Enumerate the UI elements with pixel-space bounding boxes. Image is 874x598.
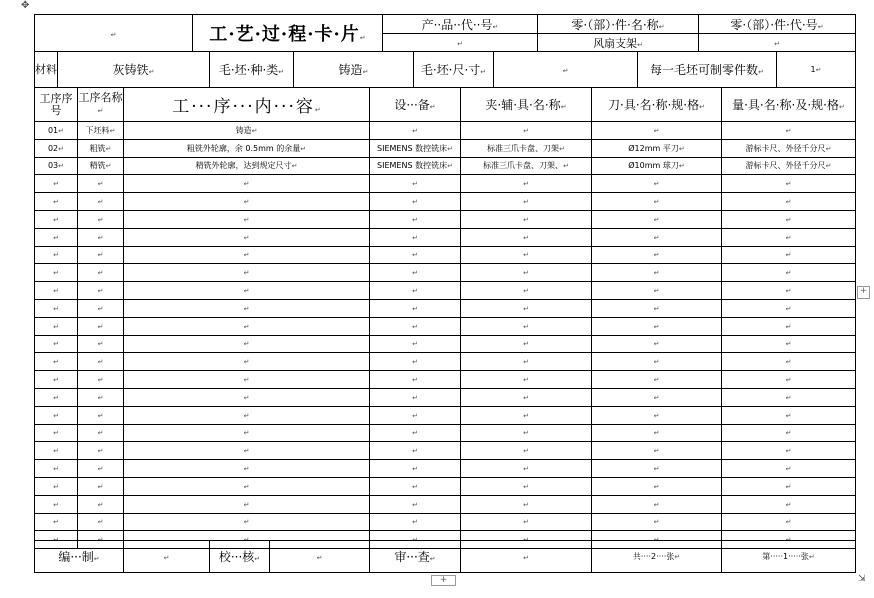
process-cell-name[interactable]: ↵ <box>78 228 124 246</box>
process-cell-name[interactable]: ↵ <box>78 282 124 300</box>
process-cell-name[interactable]: ↵ <box>78 246 124 264</box>
process-cell-cutter[interactable]: ↵ <box>592 193 722 211</box>
process-cell-content[interactable]: ↵ <box>124 388 370 406</box>
process-cell-equipment[interactable]: ↵ <box>370 246 461 264</box>
process-cell-name[interactable]: ↵ <box>78 193 124 211</box>
process-cell-gauge[interactable]: ↵ <box>722 371 856 389</box>
blank-type-value[interactable]: 铸造↵ <box>294 52 414 88</box>
process-row <box>35 264 856 282</box>
process-cell-gauge[interactable]: ↵ <box>722 531 856 549</box>
compile-label: 编···制↵ <box>35 541 124 573</box>
process-row <box>35 246 856 264</box>
process-cell-content[interactable]: ↵ <box>124 335 370 353</box>
process-cell-content[interactable]: ↵ <box>124 282 370 300</box>
process-gauge-text: 游标卡尺、外径千分尺 <box>745 161 826 171</box>
process-cell-name[interactable]: ↵ <box>78 388 124 406</box>
process-cell-content[interactable]: ↵ <box>124 210 370 228</box>
process-row <box>35 210 856 228</box>
process-cell-seq[interactable]: ↵ <box>35 299 78 317</box>
process-cell-content[interactable]: ↵ <box>124 495 370 513</box>
process-row <box>35 495 856 513</box>
process-cell-fixture[interactable]: ↵ <box>461 477 592 495</box>
process-cell-gauge[interactable]: ↵ <box>722 246 856 264</box>
process-cell-equipment[interactable]: ↵ <box>370 193 461 211</box>
process-cell-gauge[interactable]: ↵ <box>722 175 856 193</box>
footer-table <box>34 540 856 573</box>
process-row <box>35 513 856 531</box>
process-cell-content[interactable]: ↵ <box>124 531 370 549</box>
process-cell-fixture[interactable]: ↵ <box>461 531 592 549</box>
process-cell-fixture[interactable]: ↵ <box>461 353 592 371</box>
product-code-value[interactable]: ↵ <box>383 34 538 52</box>
process-cell-equipment[interactable]: ↵ <box>370 495 461 513</box>
review-value[interactable]: ↵ <box>461 541 592 573</box>
process-cell-seq[interactable]: ↵ <box>35 442 78 460</box>
process-cell-seq[interactable]: ↵ <box>35 531 78 549</box>
part-name-label: 零·（部）·件·名·称↵ <box>538 15 699 34</box>
process-cell-gauge[interactable]: ↵ <box>722 353 856 371</box>
process-cell-seq[interactable]: ↵ <box>35 460 78 478</box>
process-cell-cutter[interactable]: ↵ <box>592 317 722 335</box>
process-row <box>35 175 856 193</box>
review-label: 审···查↵ <box>370 541 461 573</box>
process-cell-content[interactable]: ↵ <box>124 460 370 478</box>
process-cell-equipment[interactable]: ↵ <box>370 513 461 531</box>
process-cell-cutter[interactable]: ↵ <box>592 175 722 193</box>
process-cell-gauge[interactable]: ↵ <box>722 442 856 460</box>
process-cell-seq[interactable]: ↵ <box>35 353 78 371</box>
process-cell-gauge[interactable]: ↵ <box>722 335 856 353</box>
process-cell-equipment[interactable]: ↵ <box>370 442 461 460</box>
process-cell-fixture[interactable]: ↵ <box>461 299 592 317</box>
process-row <box>35 371 856 389</box>
process-seq-text: 02 <box>47 143 59 153</box>
process-cell-content[interactable]: 铸造↵ <box>124 122 370 140</box>
process-cell-cutter[interactable]: Ø12mm 平刀↵ <box>592 139 722 157</box>
process-cell-fixture[interactable]: ↵ <box>461 388 592 406</box>
process-cell-equipment[interactable]: ↵ <box>370 317 461 335</box>
process-cell-name[interactable]: ↵ <box>78 317 124 335</box>
process-cell-content[interactable]: ↵ <box>124 371 370 389</box>
process-cell-gauge[interactable]: ↵ <box>722 460 856 478</box>
add-row-button[interactable]: + <box>431 575 456 586</box>
process-cell-gauge[interactable]: ↵ <box>722 513 856 531</box>
part-name-value[interactable]: 风扇支架↵ <box>538 34 699 52</box>
process-cell-fixture[interactable]: 标准三爪卡盘、刀架、↵ <box>461 157 592 175</box>
process-seq-text: 03 <box>47 161 59 171</box>
process-cell-seq[interactable]: ↵ <box>35 317 78 335</box>
material-value[interactable]: 灰铸铁↵ <box>58 52 210 88</box>
process-cell-cutter[interactable]: ↵ <box>592 282 722 300</box>
process-cell-seq[interactable]: ↵ <box>35 335 78 353</box>
parts-per-blank-label: 每一毛坯可制零件数↵ <box>638 52 777 88</box>
process-cell-seq[interactable]: ↵ <box>35 228 78 246</box>
process-row <box>35 299 856 317</box>
process-cell-content[interactable]: ↵ <box>124 264 370 282</box>
process-cell-name[interactable]: ↵ <box>78 210 124 228</box>
blank-size-label: 毛·坯·尺·寸↵ <box>414 52 494 88</box>
process-name-text: 粗铣 <box>89 143 106 153</box>
process-cell-fixture[interactable]: ↵ <box>461 193 592 211</box>
process-cell-gauge[interactable]: ↵ <box>722 299 856 317</box>
col-header-seq: 工序序号 <box>35 88 78 122</box>
process-name-text: 下坯料 <box>85 125 110 135</box>
material-label: 材料 <box>35 52 58 88</box>
process-row <box>35 335 856 353</box>
process-cell-content[interactable]: 粗铣外轮廓，余 0.5mm 的余量↵ <box>124 139 370 157</box>
process-cell-seq[interactable]: 02↵ <box>35 139 78 157</box>
process-cell-fixture[interactable]: ↵ <box>461 210 592 228</box>
col-header-cutter: 刀·具·名·称·规·格↵ <box>592 88 722 122</box>
process-cell-cutter[interactable]: ↵ <box>592 264 722 282</box>
process-cell-content[interactable]: ↵ <box>124 228 370 246</box>
process-cell-cutter[interactable]: ↵ <box>592 513 722 531</box>
col-header-fixture: 夹·辅·具·名·称↵ <box>461 88 592 122</box>
process-row <box>35 139 856 157</box>
process-cell-cutter[interactable]: ↵ <box>592 210 722 228</box>
process-equipment-text: SIEMENS 数控铣床 <box>377 143 448 153</box>
process-cell-cutter[interactable]: ↵ <box>592 299 722 317</box>
process-cell-fixture[interactable]: ↵ <box>461 264 592 282</box>
card-title: 工·艺·过·程·卡·片↵ <box>193 15 383 52</box>
process-cell-name[interactable]: ↵ <box>78 371 124 389</box>
header-blank-cell[interactable]: ↵ <box>35 15 193 52</box>
process-seq-text: 01 <box>47 125 59 135</box>
total-pages: 共····2····张↵ <box>592 541 722 573</box>
process-cell-fixture[interactable]: ↵ <box>461 442 592 460</box>
process-cell-equipment[interactable]: ↵ <box>370 282 461 300</box>
process-name-text: 精铣 <box>89 161 106 171</box>
process-row <box>35 353 856 371</box>
col-header-equipment: 设···备↵ <box>370 88 461 122</box>
process-cell-seq[interactable]: ↵ <box>35 193 78 211</box>
process-cell-cutter[interactable]: ↵ <box>592 246 722 264</box>
process-equipment-text: SIEMENS 数控铣床 <box>377 161 448 171</box>
process-cell-equipment[interactable]: ↵ <box>370 388 461 406</box>
process-cell-cutter[interactable]: ↵ <box>592 460 722 478</box>
process-cell-equipment[interactable]: ↵ <box>370 531 461 549</box>
col-header-name: 工序名称↵ <box>78 88 124 122</box>
process-row <box>35 157 856 175</box>
process-cell-seq[interactable]: 01↵ <box>35 122 78 140</box>
process-cell-seq[interactable]: ↵ <box>35 513 78 531</box>
process-cell-gauge[interactable]: ↵ <box>722 477 856 495</box>
process-cell-seq[interactable]: ↵ <box>35 175 78 193</box>
process-cell-equipment[interactable]: ↵ <box>370 228 461 246</box>
process-cell-name[interactable]: ↵ <box>78 353 124 371</box>
process-cell-content[interactable]: ↵ <box>124 513 370 531</box>
blank-size-value[interactable]: ↵ <box>494 52 638 88</box>
process-row <box>35 228 856 246</box>
process-cell-fixture[interactable]: ↵ <box>461 513 592 531</box>
process-content-text: 铸造 <box>235 125 252 135</box>
part-code-value[interactable]: ↵ <box>699 34 856 52</box>
process-cell-fixture[interactable]: ↵ <box>461 460 592 478</box>
process-cell-name[interactable]: 精铣↵ <box>78 157 124 175</box>
process-row <box>35 388 856 406</box>
process-cell-equipment[interactable]: ↵ <box>370 122 461 140</box>
process-cell-name[interactable]: ↵ <box>78 495 124 513</box>
process-cell-content[interactable]: ↵ <box>124 317 370 335</box>
process-cell-fixture[interactable]: ↵ <box>461 335 592 353</box>
process-cell-gauge[interactable]: 游标卡尺、外径千分尺↵ <box>722 139 856 157</box>
process-cell-seq[interactable]: ↵ <box>35 282 78 300</box>
process-cell-seq[interactable]: ↵ <box>35 264 78 282</box>
process-cell-gauge[interactable]: ↵ <box>722 495 856 513</box>
process-cell-name[interactable]: ↵ <box>78 406 124 424</box>
check-label: 校···核↵ <box>210 541 270 573</box>
process-cell-cutter[interactable]: ↵ <box>592 228 722 246</box>
process-cell-seq[interactable]: ↵ <box>35 406 78 424</box>
process-cell-content[interactable]: 精铣外轮廓，达到规定尺寸↵ <box>124 157 370 175</box>
part-code-label: 零·（部）·件·代·号↵ <box>699 15 856 34</box>
process-cell-content[interactable]: ↵ <box>124 406 370 424</box>
process-cutter-text: Ø12mm 平刀 <box>628 143 679 153</box>
process-cell-name[interactable]: ↵ <box>78 335 124 353</box>
process-cell-name[interactable]: ↵ <box>78 531 124 549</box>
process-cell-seq[interactable]: ↵ <box>35 495 78 513</box>
process-cell-name[interactable]: ↵ <box>78 175 124 193</box>
process-cell-fixture[interactable]: ↵ <box>461 317 592 335</box>
process-cell-name[interactable]: 下坯料↵ <box>78 122 124 140</box>
process-content-text: 精铣外轮廓，达到规定尺寸 <box>195 161 292 171</box>
process-cutter-text: Ø10mm 球刀 <box>628 161 679 171</box>
add-column-button[interactable]: + <box>857 286 870 299</box>
process-cell-name[interactable]: 粗铣↵ <box>78 139 124 157</box>
process-cell-equipment[interactable]: ↵ <box>370 175 461 193</box>
process-cell-cutter[interactable]: ↵ <box>592 495 722 513</box>
col-header-content: 工···序···内···容↵ <box>124 88 370 122</box>
process-cell-gauge[interactable]: ↵ <box>722 282 856 300</box>
process-cell-equipment[interactable]: SIEMENS 数控铣床↵ <box>370 157 461 175</box>
process-cell-name[interactable]: ↵ <box>78 442 124 460</box>
process-cell-content[interactable]: ↵ <box>124 193 370 211</box>
process-cell-fixture[interactable]: ↵ <box>461 175 592 193</box>
process-row <box>35 122 856 140</box>
material-table <box>34 51 856 88</box>
process-cell-cutter[interactable]: ↵ <box>592 353 722 371</box>
process-cell-fixture[interactable]: ↵ <box>461 122 592 140</box>
process-cell-content[interactable]: ↵ <box>124 299 370 317</box>
process-gauge-text: 游标卡尺、外径千分尺 <box>745 143 826 153</box>
process-cell-fixture[interactable]: ↵ <box>461 228 592 246</box>
process-cell-equipment[interactable]: ↵ <box>370 335 461 353</box>
process-cell-content[interactable]: ↵ <box>124 353 370 371</box>
process-cell-gauge[interactable]: 游标卡尺、外径千分尺↵ <box>722 157 856 175</box>
process-cell-name[interactable]: ↵ <box>78 299 124 317</box>
process-cell-seq[interactable]: ↵ <box>35 371 78 389</box>
table-resize-handle-icon[interactable]: ⇲ <box>858 574 866 584</box>
process-row <box>35 424 856 442</box>
process-cell-name[interactable]: ↵ <box>78 513 124 531</box>
process-cell-gauge[interactable]: ↵ <box>722 406 856 424</box>
process-cell-content[interactable]: ↵ <box>124 175 370 193</box>
page-number: 第·····1·····张↵ <box>722 541 856 573</box>
process-cell-gauge[interactable]: ↵ <box>722 193 856 211</box>
check-value[interactable]: ↵ <box>270 541 370 573</box>
process-cell-equipment[interactable]: ↵ <box>370 371 461 389</box>
process-row <box>35 406 856 424</box>
process-cell-seq[interactable]: ↵ <box>35 388 78 406</box>
process-cell-name[interactable]: ↵ <box>78 460 124 478</box>
product-code-label: 产··品··代··号↵ <box>383 15 538 34</box>
process-cell-cutter[interactable]: ↵ <box>592 335 722 353</box>
process-cell-gauge[interactable]: ↵ <box>722 424 856 442</box>
process-cell-cutter[interactable]: ↵ <box>592 424 722 442</box>
process-cell-name[interactable]: ↵ <box>78 477 124 495</box>
process-row <box>35 317 856 335</box>
process-cell-content[interactable]: ↵ <box>124 424 370 442</box>
process-cell-fixture[interactable]: ↵ <box>461 282 592 300</box>
process-cell-fixture[interactable]: ↵ <box>461 406 592 424</box>
process-cell-seq[interactable]: ↵ <box>35 424 78 442</box>
process-cell-content[interactable]: ↵ <box>124 442 370 460</box>
process-cell-seq[interactable]: 03↵ <box>35 157 78 175</box>
process-cell-cutter[interactable]: ↵ <box>592 388 722 406</box>
process-cell-equipment[interactable]: ↵ <box>370 210 461 228</box>
compile-value[interactable]: ↵ <box>124 541 210 573</box>
process-cell-fixture[interactable]: ↵ <box>461 246 592 264</box>
process-cell-name[interactable]: ↵ <box>78 424 124 442</box>
process-fixture-text: 标准三爪卡盘、刀架、 <box>483 161 564 171</box>
process-cell-equipment[interactable]: ↵ <box>370 424 461 442</box>
process-cell-gauge[interactable]: ↵ <box>722 317 856 335</box>
process-cell-equipment[interactable]: ↵ <box>370 299 461 317</box>
process-cell-gauge[interactable]: ↵ <box>722 210 856 228</box>
process-cell-equipment[interactable]: ↵ <box>370 406 461 424</box>
process-cell-fixture[interactable]: 标准三爪卡盘、刀架↵ <box>461 139 592 157</box>
process-fixture-text: 标准三爪卡盘、刀架 <box>487 143 560 153</box>
process-content-text: 粗铣外轮廓，余 0.5mm 的余量 <box>186 143 301 153</box>
process-cell-fixture[interactable]: ↵ <box>461 495 592 513</box>
process-cell-cutter[interactable]: ↵ <box>592 531 722 549</box>
process-cell-gauge[interactable]: ↵ <box>722 388 856 406</box>
blank-type-label: 毛·坯·种·类↵ <box>210 52 294 88</box>
process-cell-content[interactable]: ↵ <box>124 477 370 495</box>
process-cell-gauge[interactable]: ↵ <box>722 264 856 282</box>
process-cell-cutter[interactable]: ↵ <box>592 122 722 140</box>
process-cell-fixture[interactable]: ↵ <box>461 424 592 442</box>
process-table <box>34 87 856 549</box>
process-cell-equipment[interactable]: SIEMENS 数控铣床↵ <box>370 139 461 157</box>
process-cell-equipment[interactable]: ↵ <box>370 264 461 282</box>
process-row <box>35 442 856 460</box>
process-cell-cutter[interactable]: Ø10mm 球刀↵ <box>592 157 722 175</box>
process-cell-equipment[interactable]: ↵ <box>370 477 461 495</box>
table-move-handle-icon[interactable]: ✥ <box>21 0 30 11</box>
header-table <box>34 14 856 52</box>
process-cell-fixture[interactable]: ↵ <box>461 371 592 389</box>
process-cell-cutter[interactable]: ↵ <box>592 406 722 424</box>
process-row <box>35 282 856 300</box>
process-row <box>35 460 856 478</box>
process-cell-equipment[interactable]: ↵ <box>370 460 461 478</box>
process-cell-cutter[interactable]: ↵ <box>592 477 722 495</box>
process-cell-name[interactable]: ↵ <box>78 264 124 282</box>
process-cell-gauge[interactable]: ↵ <box>722 122 856 140</box>
col-header-gauge: 量·具·名·称·及·规·格↵ <box>722 88 856 122</box>
process-row <box>35 193 856 211</box>
process-cell-cutter[interactable]: ↵ <box>592 371 722 389</box>
process-cell-seq[interactable]: ↵ <box>35 210 78 228</box>
process-cell-equipment[interactable]: ↵ <box>370 353 461 371</box>
process-row <box>35 477 856 495</box>
process-cell-cutter[interactable]: ↵ <box>592 442 722 460</box>
process-cell-seq[interactable]: ↵ <box>35 246 78 264</box>
process-cell-gauge[interactable]: ↵ <box>722 228 856 246</box>
process-cell-content[interactable]: ↵ <box>124 246 370 264</box>
parts-per-blank-value[interactable]: 1↵ <box>777 52 856 88</box>
process-cell-seq[interactable]: ↵ <box>35 477 78 495</box>
